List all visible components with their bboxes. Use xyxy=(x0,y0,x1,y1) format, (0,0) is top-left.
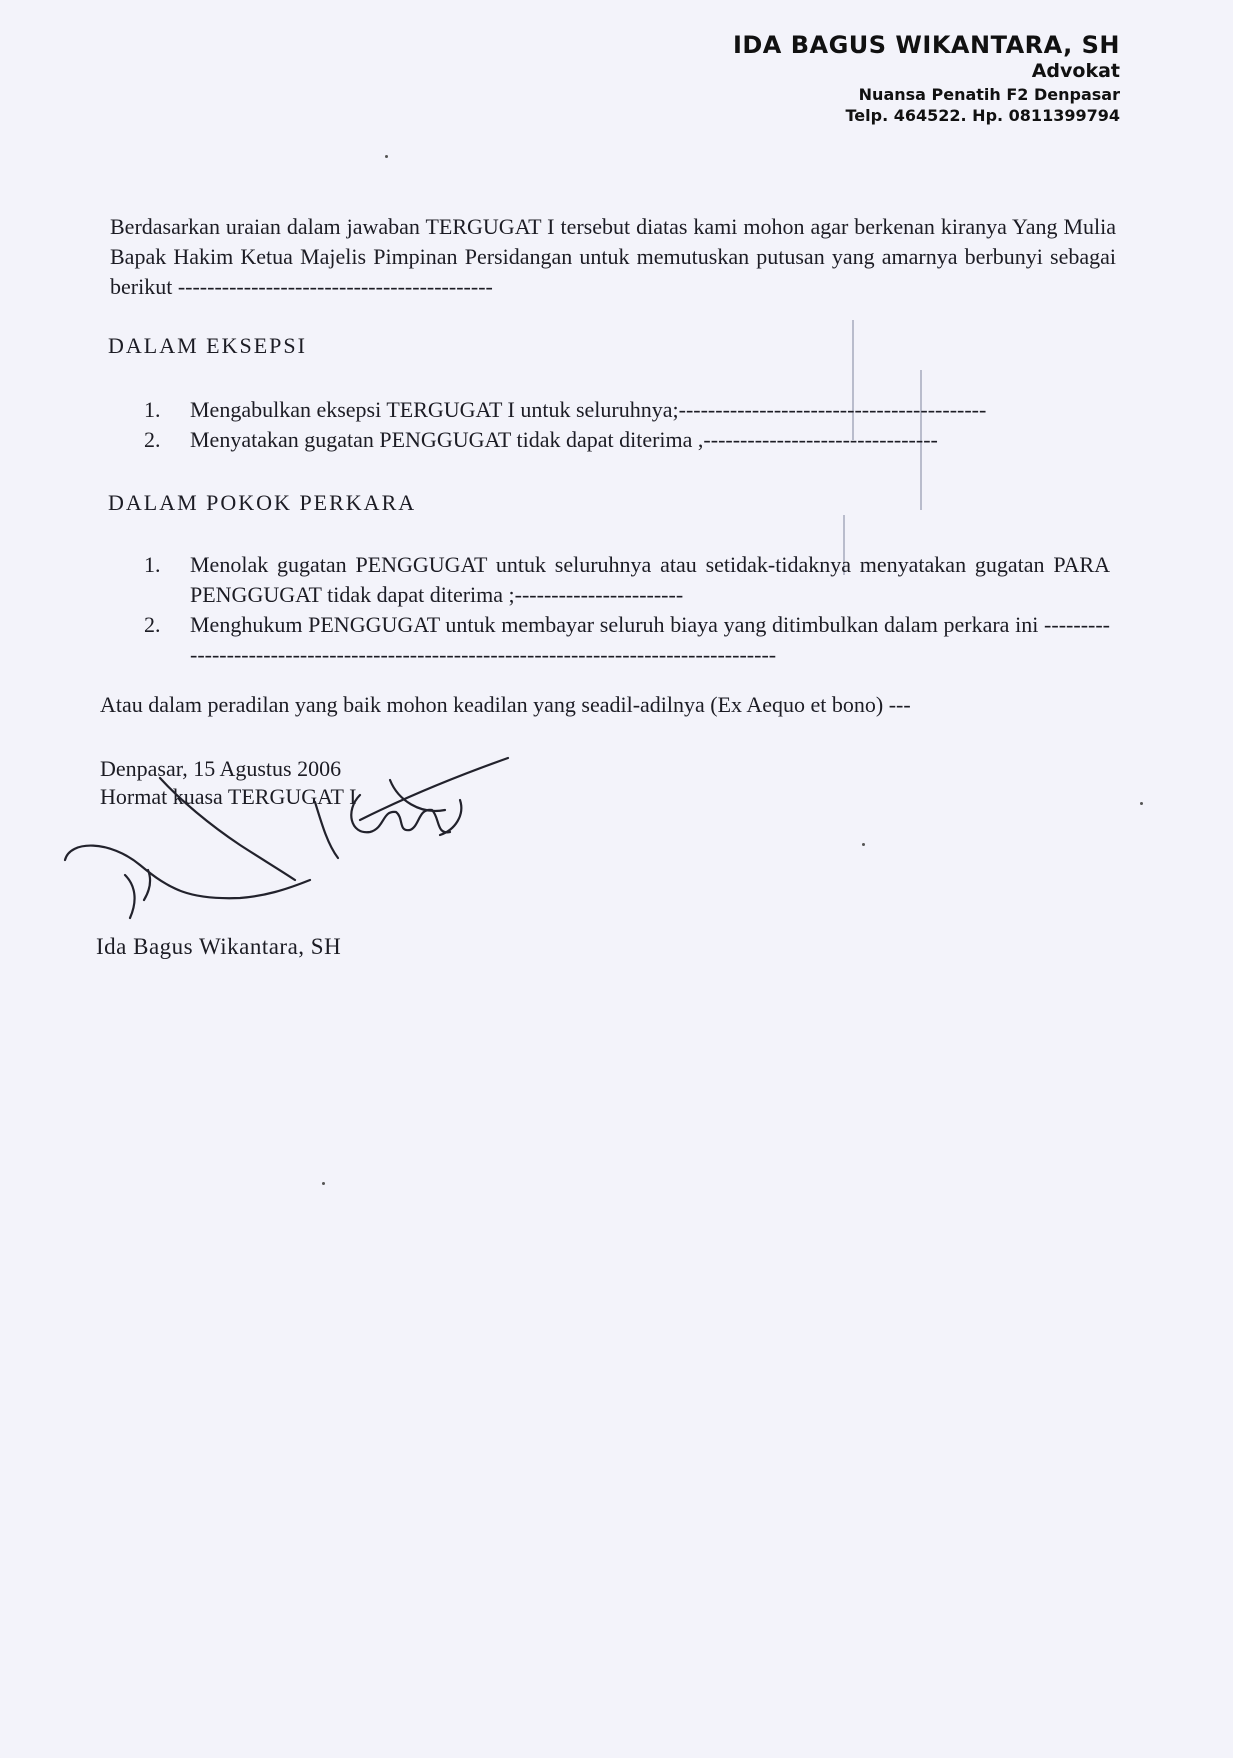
item-number: 1. xyxy=(144,397,161,422)
list-item xyxy=(140,395,1110,425)
speck xyxy=(1140,802,1143,805)
firm-title: Advokat xyxy=(1031,60,1120,82)
item-text: Menolak gugatan PENGGUGAT untuk seluruhnya atau setidak-tidaknya menyatakan gugatan PARA PENGGUGAT tidak dapat diterima ;----------------------- xyxy=(190,552,1110,607)
regards-line: Hormat kuasa TERGUGAT I xyxy=(100,784,357,809)
signer-name: Ida Bagus Wikantara, SH xyxy=(96,934,342,959)
closing-sentence: Atau dalam peradilan yang baik mohon keadilan yang seadil-adilnya (Ex Aequo et bono) --- xyxy=(100,692,911,717)
handwritten-signature xyxy=(60,740,530,930)
letterhead xyxy=(733,30,1120,127)
intro-paragraph: Berdasarkan uraian dalam jawaban TERGUGAT I tersebut diatas kami mohon agar berkenan kiranya Yang Mulia Bapak Hakim Ketua Majelis Pimpinan Persidangan untuk memutuskan putusan yang amarnya berbunyi sebagai berikut ------------------------------------------- xyxy=(110,214,1116,299)
heading-pokok-perkara: DALAM POKOK PERKARA xyxy=(108,490,417,515)
speck xyxy=(862,843,865,846)
item-number: 1. xyxy=(144,552,161,577)
item-text: Menghukum PENGGUGAT untuk membayar seluruh biaya yang ditimbulkan dalam perkara ini ----------------------------------------------------------------------------------------- xyxy=(190,612,1110,667)
heading-eksepsi: DALAM EKSEPSI xyxy=(108,333,307,358)
firm-phone: Telp. 464522. Hp. 0811399794 xyxy=(845,106,1120,126)
list-item xyxy=(140,550,1110,610)
firm-address: Nuansa Penatih F2 Denpasar xyxy=(858,84,1120,104)
firm-name: IDA BAGUS WIKANTARA, SH xyxy=(732,31,1120,59)
item-text: Mengabulkan eksepsi TERGUGAT I untuk seluruhnya;------------------------------------------ xyxy=(190,397,987,422)
speck xyxy=(322,1182,325,1185)
list-item xyxy=(140,425,1110,455)
item-text: Menyatakan gugatan PENGGUGAT tidak dapat diterima ,-------------------------------- xyxy=(190,427,938,452)
list-eksepsi xyxy=(140,395,1110,455)
place-date: Denpasar, 15 Agustus 2006 xyxy=(100,756,342,781)
item-number: 2. xyxy=(144,612,161,637)
speck xyxy=(385,155,388,158)
list-pokok-perkara xyxy=(140,550,1110,670)
list-item xyxy=(140,610,1110,670)
item-number: 2. xyxy=(144,427,161,452)
